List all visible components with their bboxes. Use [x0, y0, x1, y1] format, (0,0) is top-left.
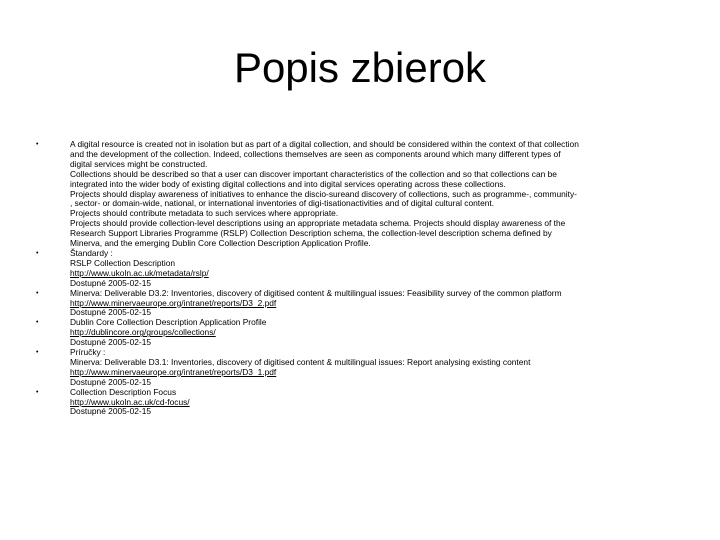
bullet-list: [36, 140, 696, 417]
text-line: Collections should be described so that a user can discover important characteristics of the collection and so that collections can be: [70, 168, 557, 179]
bullet-icon: •: [36, 388, 39, 396]
text-line: , sector- or domain-wide, national, or international inventories of digi-tisationactivities and of digital cultural content.: [70, 198, 495, 209]
resource-link[interactable]: http://dublincore.org/groups/collections/: [70, 327, 216, 338]
accessed-date: Dostupné 2005-02-15: [70, 337, 152, 348]
resource-title: Minerva: Deliverable D3.1: Inventories, discovery of digitised content & multilingual issues: Report analysing existing content: [70, 356, 531, 367]
resource-title: RSLP Collection Description: [70, 257, 176, 268]
resource-link[interactable]: http://www.ukoln.ac.uk/metadata/rslp/: [70, 267, 209, 278]
resource-link[interactable]: http://www.minervaeurope.org/intranet/reports/D3_1.pdf: [70, 366, 277, 377]
bullet-item: [36, 249, 696, 289]
text-line: Research Support Libraries Programme (RSLP) Collection Description schema, the collection-level description schema defined by: [70, 228, 552, 239]
bullet-icon: •: [36, 289, 39, 297]
bullet-icon: •: [36, 141, 39, 148]
accessed-date: Dostupné 2005-02-15: [70, 277, 152, 288]
accessed-date: Dostupné 2005-02-15: [70, 376, 152, 387]
text-line: Minerva, and the emerging Dublin Core Collection Description Application Profile.: [70, 238, 371, 249]
accessed-date: Dostupné 2005-02-15: [70, 307, 152, 318]
accessed-date: Dostupné 2005-02-15: [70, 406, 152, 417]
bullet-item: [36, 289, 696, 319]
text-line: Projects should display awareness of initiatives to enhance the discio-sureand discovery of collections, such as programme-, community-: [70, 188, 577, 199]
bullet-item: [36, 318, 696, 348]
bullet-icon: •: [36, 249, 39, 257]
resource-title: Dublin Core Collection Description Application Profile: [70, 317, 267, 328]
bullet-item: [36, 348, 696, 388]
bullet-icon: •: [36, 349, 39, 357]
resource-title: Minerva: Deliverable D3.2: Inventories, discovery of digitised content & multilingual issues: Feasibility survey of the common platform: [70, 287, 562, 298]
text-line: digital services might be constructed.: [70, 158, 208, 169]
slide-title: Popis zbierok: [233, 44, 487, 91]
text-line: A digital resource is created not in isolation but as part of a digital collection, and should be considered within the context of that collection: [70, 139, 579, 149]
resource-title: Collection Description Focus: [70, 386, 177, 397]
bullet-item: [36, 388, 696, 418]
text-line: Projects should provide collection-level descriptions using an appropriate metadata schema. Projects should display awareness of the: [70, 218, 566, 229]
section-heading: Príručky :: [70, 347, 106, 358]
bullet-item: [36, 140, 696, 249]
resource-link[interactable]: http://www.ukoln.ac.uk/cd-focus/: [70, 396, 190, 407]
text-line: integrated into the wider body of existing digital collections and into digital services operating across these collections.: [70, 178, 506, 189]
section-heading: Štandardy :: [70, 247, 113, 258]
text-line: Projects should contribute metadata to such services where appropriate.: [70, 208, 339, 219]
text-line: and the development of the collection. Indeed, collections themselves are seen as components around which many different types of: [70, 148, 561, 159]
resource-link[interactable]: http://www.minervaeurope.org/intranet/reports/D3_2.pdf: [70, 297, 277, 308]
bullet-icon: •: [36, 319, 39, 327]
